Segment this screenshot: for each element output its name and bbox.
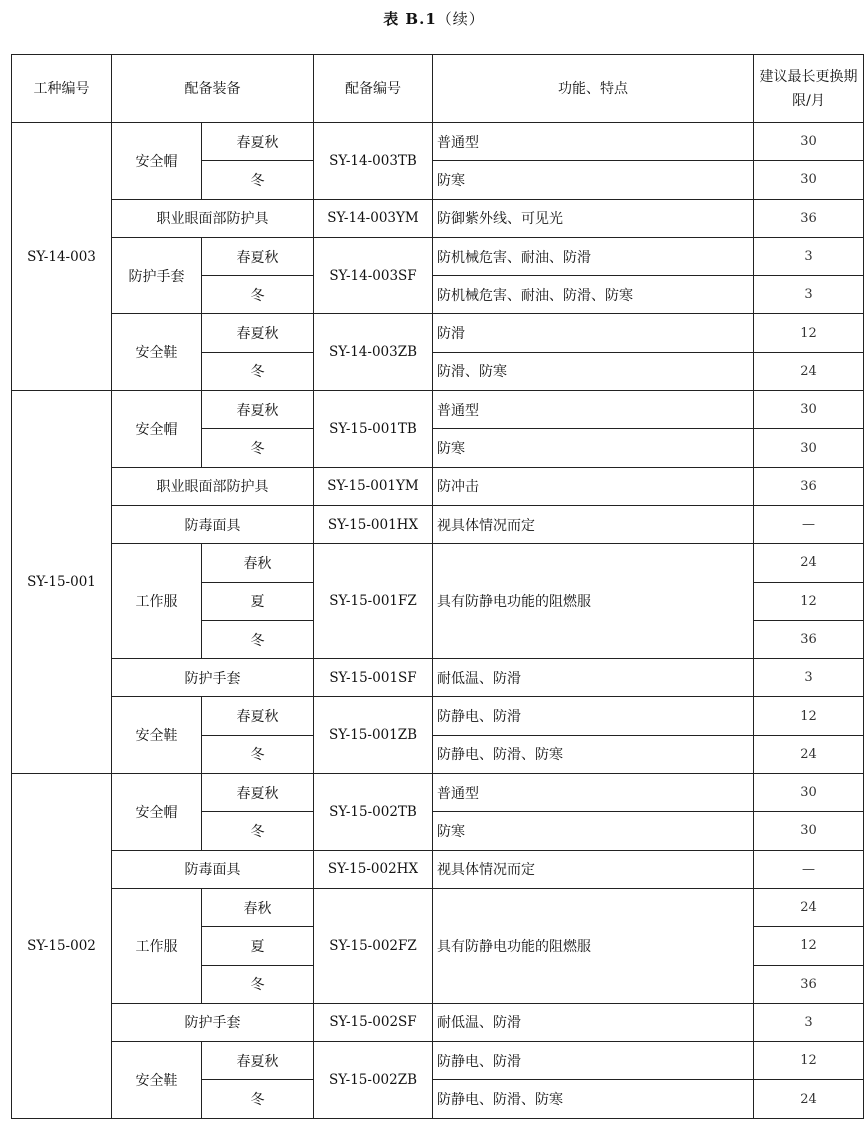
equipment-code-cell: SY-15-001ZB	[314, 697, 433, 774]
equipment-name-cell: 防毒面具	[112, 505, 314, 543]
header-equipment: 配备装备	[112, 55, 314, 123]
equipment-code-cell: SY-15-001TB	[314, 391, 433, 468]
period-cell: —	[754, 505, 864, 543]
table-row	[12, 850, 864, 888]
equipment-name-cell: 安全帽	[112, 774, 202, 851]
table-row	[12, 544, 864, 582]
period-cell: 3	[754, 659, 864, 697]
period-cell: 24	[754, 735, 864, 773]
table-row	[12, 888, 864, 926]
table-row	[12, 774, 864, 812]
table-row	[12, 697, 864, 735]
header-worker-id: 工种编号	[12, 55, 112, 123]
season-cell: 夏	[202, 582, 314, 620]
equipment-name-cell: 安全鞋	[112, 697, 202, 774]
table-row	[12, 199, 864, 237]
period-cell: 24	[754, 544, 864, 582]
period-cell: 24	[754, 352, 864, 390]
equipment-code-cell: SY-15-002HX	[314, 850, 433, 888]
header-row	[12, 55, 864, 123]
function-cell: 普通型	[433, 391, 754, 429]
season-cell: 春秋	[202, 888, 314, 926]
header-code: 配备编号	[314, 55, 433, 123]
equipment-name-cell: 安全鞋	[112, 314, 202, 391]
function-cell: 防御紫外线、可见光	[433, 199, 754, 237]
equipment-name-cell: 防护手套	[112, 237, 202, 314]
table-row	[12, 659, 864, 697]
header-period: 建议最长更换期限/月	[754, 55, 864, 123]
season-cell: 春夏秋	[202, 697, 314, 735]
season-cell: 冬	[202, 161, 314, 199]
period-cell: 30	[754, 774, 864, 812]
equipment-table	[11, 54, 864, 1119]
function-cell: 普通型	[433, 123, 754, 161]
function-cell: 防静电、防滑	[433, 697, 754, 735]
period-cell: 12	[754, 314, 864, 352]
function-cell: 防寒	[433, 429, 754, 467]
equipment-code-cell: SY-15-002SF	[314, 1003, 433, 1041]
equipment-name-cell: 安全帽	[112, 123, 202, 200]
equipment-code-cell: SY-15-002TB	[314, 774, 433, 851]
function-cell: 视具体情况而定	[433, 505, 754, 543]
season-cell: 夏	[202, 927, 314, 965]
function-cell: 普通型	[433, 774, 754, 812]
period-cell: 12	[754, 1042, 864, 1080]
table-row	[12, 1042, 864, 1080]
period-cell: 30	[754, 812, 864, 850]
function-cell: 防静电、防滑、防寒	[433, 735, 754, 773]
equipment-name-cell: 防护手套	[112, 1003, 314, 1041]
function-cell: 防机械危害、耐油、防滑、防寒	[433, 276, 754, 314]
season-cell: 春夏秋	[202, 123, 314, 161]
period-cell: 36	[754, 467, 864, 505]
period-cell: 24	[754, 888, 864, 926]
equipment-name-cell: 防护手套	[112, 659, 314, 697]
function-cell: 具有防静电功能的阻燃服	[433, 888, 754, 1003]
equipment-code-cell: SY-14-003SF	[314, 237, 433, 314]
period-cell: 30	[754, 429, 864, 467]
table-body	[12, 123, 864, 1119]
season-cell: 冬	[202, 352, 314, 390]
period-cell: 36	[754, 199, 864, 237]
table-row	[12, 391, 864, 429]
table-header	[12, 55, 864, 123]
equipment-code-cell: SY-14-003YM	[314, 199, 433, 237]
season-cell: 春秋	[202, 544, 314, 582]
table-title-continued: （续）	[436, 10, 485, 28]
season-cell: 冬	[202, 276, 314, 314]
season-cell: 春夏秋	[202, 391, 314, 429]
equipment-name-cell: 安全鞋	[112, 1042, 202, 1119]
season-cell: 春夏秋	[202, 237, 314, 275]
period-cell: —	[754, 850, 864, 888]
season-cell: 冬	[202, 735, 314, 773]
worker-id-cell: SY-14-003	[12, 123, 112, 391]
function-cell: 防机械危害、耐油、防滑	[433, 237, 754, 275]
table-row	[12, 237, 864, 275]
table-title	[0, 8, 868, 29]
table-row	[12, 123, 864, 161]
period-cell: 3	[754, 1003, 864, 1041]
equipment-name-cell: 安全帽	[112, 391, 202, 468]
equipment-name-cell: 工作服	[112, 544, 202, 659]
season-cell: 冬	[202, 812, 314, 850]
period-cell: 3	[754, 237, 864, 275]
function-cell: 防寒	[433, 812, 754, 850]
equipment-name-cell: 职业眼面部防护具	[112, 199, 314, 237]
period-cell: 36	[754, 620, 864, 658]
season-cell: 冬	[202, 429, 314, 467]
period-cell: 12	[754, 697, 864, 735]
period-cell: 36	[754, 965, 864, 1003]
equipment-code-cell: SY-15-001HX	[314, 505, 433, 543]
equipment-code-cell: SY-15-002ZB	[314, 1042, 433, 1119]
equipment-name-cell: 防毒面具	[112, 850, 314, 888]
function-cell: 防寒	[433, 161, 754, 199]
equipment-code-cell: SY-15-001YM	[314, 467, 433, 505]
table-row	[12, 1003, 864, 1041]
period-cell: 12	[754, 582, 864, 620]
equipment-code-cell: SY-15-001FZ	[314, 544, 433, 659]
season-cell: 春夏秋	[202, 774, 314, 812]
header-function: 功能、特点	[433, 55, 754, 123]
table-row	[12, 467, 864, 505]
worker-id-cell: SY-15-002	[12, 774, 112, 1119]
equipment-code-cell: SY-15-002FZ	[314, 888, 433, 1003]
season-cell: 冬	[202, 965, 314, 1003]
function-cell: 防冲击	[433, 467, 754, 505]
table-row	[12, 314, 864, 352]
period-cell: 3	[754, 276, 864, 314]
function-cell: 耐低温、防滑	[433, 659, 754, 697]
function-cell: 防滑、防寒	[433, 352, 754, 390]
season-cell: 冬	[202, 620, 314, 658]
worker-id-cell: SY-15-001	[12, 391, 112, 774]
table-row	[12, 505, 864, 543]
function-cell: 防静电、防滑	[433, 1042, 754, 1080]
equipment-name-cell: 工作服	[112, 888, 202, 1003]
equipment-code-cell: SY-14-003TB	[314, 123, 433, 200]
function-cell: 防静电、防滑、防寒	[433, 1080, 754, 1118]
equipment-code-cell: SY-15-001SF	[314, 659, 433, 697]
season-cell: 春夏秋	[202, 314, 314, 352]
period-cell: 30	[754, 161, 864, 199]
function-cell: 视具体情况而定	[433, 850, 754, 888]
season-cell: 冬	[202, 1080, 314, 1118]
period-cell: 30	[754, 123, 864, 161]
season-cell: 春夏秋	[202, 1042, 314, 1080]
function-cell: 防滑	[433, 314, 754, 352]
function-cell: 耐低温、防滑	[433, 1003, 754, 1041]
table-title-main: 表 B.1	[383, 10, 437, 28]
period-cell: 12	[754, 927, 864, 965]
equipment-name-cell: 职业眼面部防护具	[112, 467, 314, 505]
equipment-code-cell: SY-14-003ZB	[314, 314, 433, 391]
function-cell: 具有防静电功能的阻燃服	[433, 544, 754, 659]
period-cell: 24	[754, 1080, 864, 1118]
period-cell: 30	[754, 391, 864, 429]
